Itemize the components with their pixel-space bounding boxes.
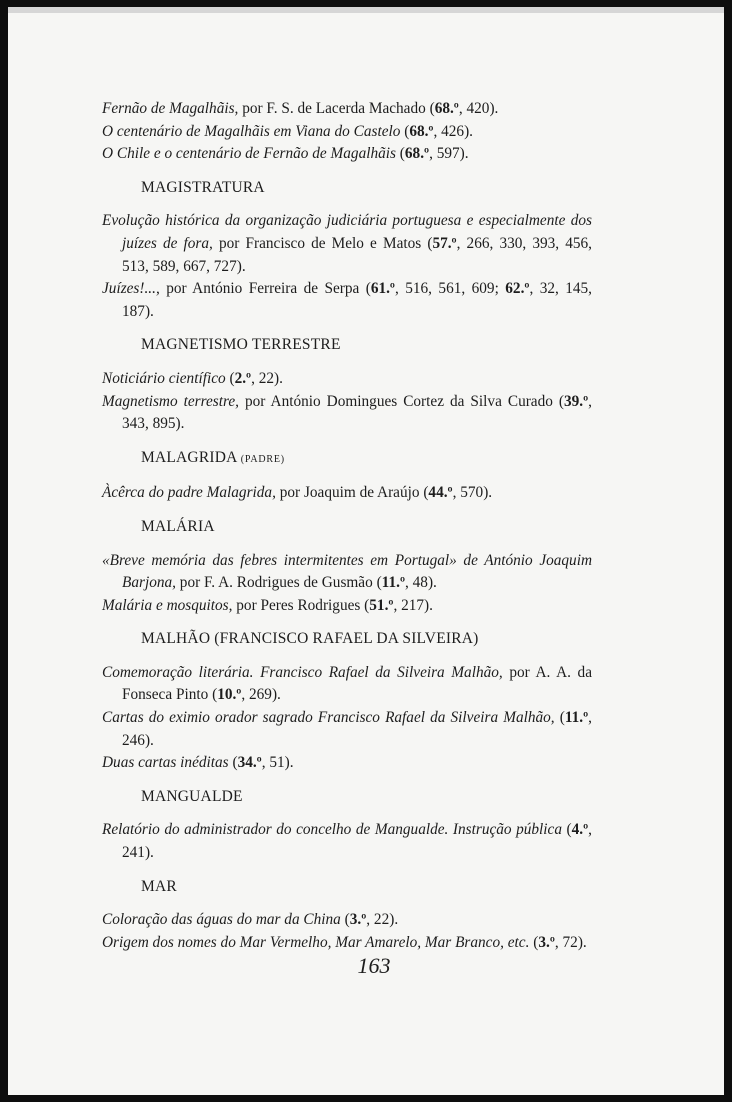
entry-title: Magnetismo terrestre, [102,392,239,410]
entry-author: ( [225,369,235,387]
index-entry [102,121,592,144]
index-entry [102,391,592,436]
page-number: 163 [357,953,391,978]
section-heading [141,876,592,899]
entry-volume: 44.º [428,484,453,502]
entry-title: Coloração das águas do mar da China [102,911,341,929]
section-heading-qualifier: (PADRE) [240,453,285,465]
index-entry [102,662,592,707]
section-heading [141,516,592,539]
entry-title: Malária e mosquitos, [102,596,233,614]
section-heading [141,628,592,651]
entry-title: Comemoração literária. Francisco Rafael da Silveira Malhão, [102,663,503,681]
entry-volume: 11.º [381,574,405,592]
entry-volume: 61.º [370,280,395,298]
entry-pages: , 22). [366,911,399,929]
entry-title: Origem dos nomes do Mar Vermelho, Mar Amarelo, Mar Branco, etc. [102,933,530,951]
entry-title: Noticiário científico [102,369,226,387]
entry-author: ( [400,122,410,140]
entry-pages: , 241). [122,821,592,862]
entry-pages: , 246). [122,709,592,749]
index-entry [102,595,592,618]
entry-volume: 51.º [369,596,394,614]
entry-author: ( [395,145,405,163]
book-page [8,7,724,1095]
entry-author: por Peres Rodrigues ( [232,596,370,614]
entry-pages: , 48). [405,574,437,592]
index-entry [102,550,592,595]
section-heading [141,447,592,472]
index-entry [102,98,592,121]
entry-author: ( [554,709,565,727]
index-entry [102,932,592,955]
entry-volume: 68.º [434,100,459,117]
index-entry [102,143,592,166]
entry-volume: 11.º [564,709,589,727]
section-heading-text: MAR [141,877,177,895]
entry-author: ( [340,911,350,929]
entry-volume: 3.º [538,933,555,951]
section-heading [141,786,592,809]
entry-author: ( [561,821,572,839]
entry-title: Evolução histórica da organização judiciária portuguesa e especialmente dos juízes de fora, [102,212,592,252]
index-content [102,98,592,954]
entry-author: por F. S. de Lacerda Machado ( [238,100,435,117]
entry-author: por Francisco de Melo e Matos ( [212,234,433,252]
entry-pages: , 32, 145, 187). [122,280,593,320]
index-entry [102,909,592,932]
entry-volume: 39.º [564,392,589,410]
entry-title: Cartas do eximio orador sagrado Francisco Rafael da Silveira Malhão, [102,709,555,727]
entry-volume: 68.º [404,145,430,163]
entry-author: por F. A. Rodrigues de Gusmão ( [175,574,382,592]
entry-author: ( [529,933,539,951]
section-heading [141,177,592,200]
index-entry [102,278,592,323]
index-entry [102,210,592,278]
entry-title: O Chile e o centenário de Fernão de Magalhãis [102,145,396,163]
entry-author: por António Ferreira de Serpa ( [159,280,371,298]
entry-pages: , 22). [251,369,283,387]
entry-volume: 4.º [571,821,589,839]
entry-author: por Joaquim de Araújo ( [275,484,429,502]
entry-author: por A. A. da Fonseca Pinto ( [122,663,592,704]
section-heading-text: MALÁRIA [141,517,215,535]
entry-volume: 57.º [432,234,457,252]
entry-title: Relatório do administrador do concelho de Mangualde. Instrução pública [102,821,562,839]
entry-volume: 68.º [409,122,434,140]
index-entry [102,752,592,775]
entry-volume: 3.º [349,911,367,929]
entry-title: O centenário de Magalhãis em Viana do Castelo [102,122,401,140]
entry-title: Duas cartas inéditas [102,754,229,772]
entry-pages: , 597). [429,145,469,163]
entry-author: por António Domingues Cortez da Silva Curado ( [239,392,564,410]
entry-pages: , 516, 561, 609; [394,280,506,298]
section-heading-text: MAGNETISMO TERRESTRE [141,336,341,354]
entry-pages: , 343, 895). [122,392,592,433]
index-entry [102,819,592,864]
section-heading-text: MALAGRIDA [141,448,237,466]
entry-title: «Breve memória das febres intermitentes em Portugal» de António Joaquim Barjona, [102,551,592,592]
entry-pages: , 72). [554,933,587,951]
entry-pages: , 217). [393,596,433,614]
entry-pages: , 570). [452,484,493,502]
entry-volume: 10.º [217,686,242,704]
entry-pages: , 420). [458,100,499,117]
entry-pages: , 269). [241,686,281,704]
entry-pages: , 51). [261,754,294,772]
entry-title: Àcêrca do padre Malagrida, [102,484,276,502]
entry-volume: 34.º [237,754,262,772]
entry-author: ( [228,754,238,772]
section-heading-text: MALHÃO (FRANCISCO RAFAEL DA SILVEIRA) [141,630,479,648]
section-heading-text: MAGISTRATURA [141,178,265,196]
index-entry [102,707,592,752]
section-heading [141,334,592,357]
index-entry [102,368,592,391]
entry-pages: , 426). [433,122,473,140]
entry-title: Juízes!..., [102,280,160,298]
entry-volume: 2.º [234,369,252,387]
section-heading-text: MANGUALDE [141,787,243,805]
index-entry [102,482,592,505]
entry-pages: , 266, 330, 393, 456, 513, 589, 667, 727). [122,234,593,275]
entry-volume: 62.º [505,280,530,298]
entry-title: Fernão de Magalhãis, [102,100,239,117]
